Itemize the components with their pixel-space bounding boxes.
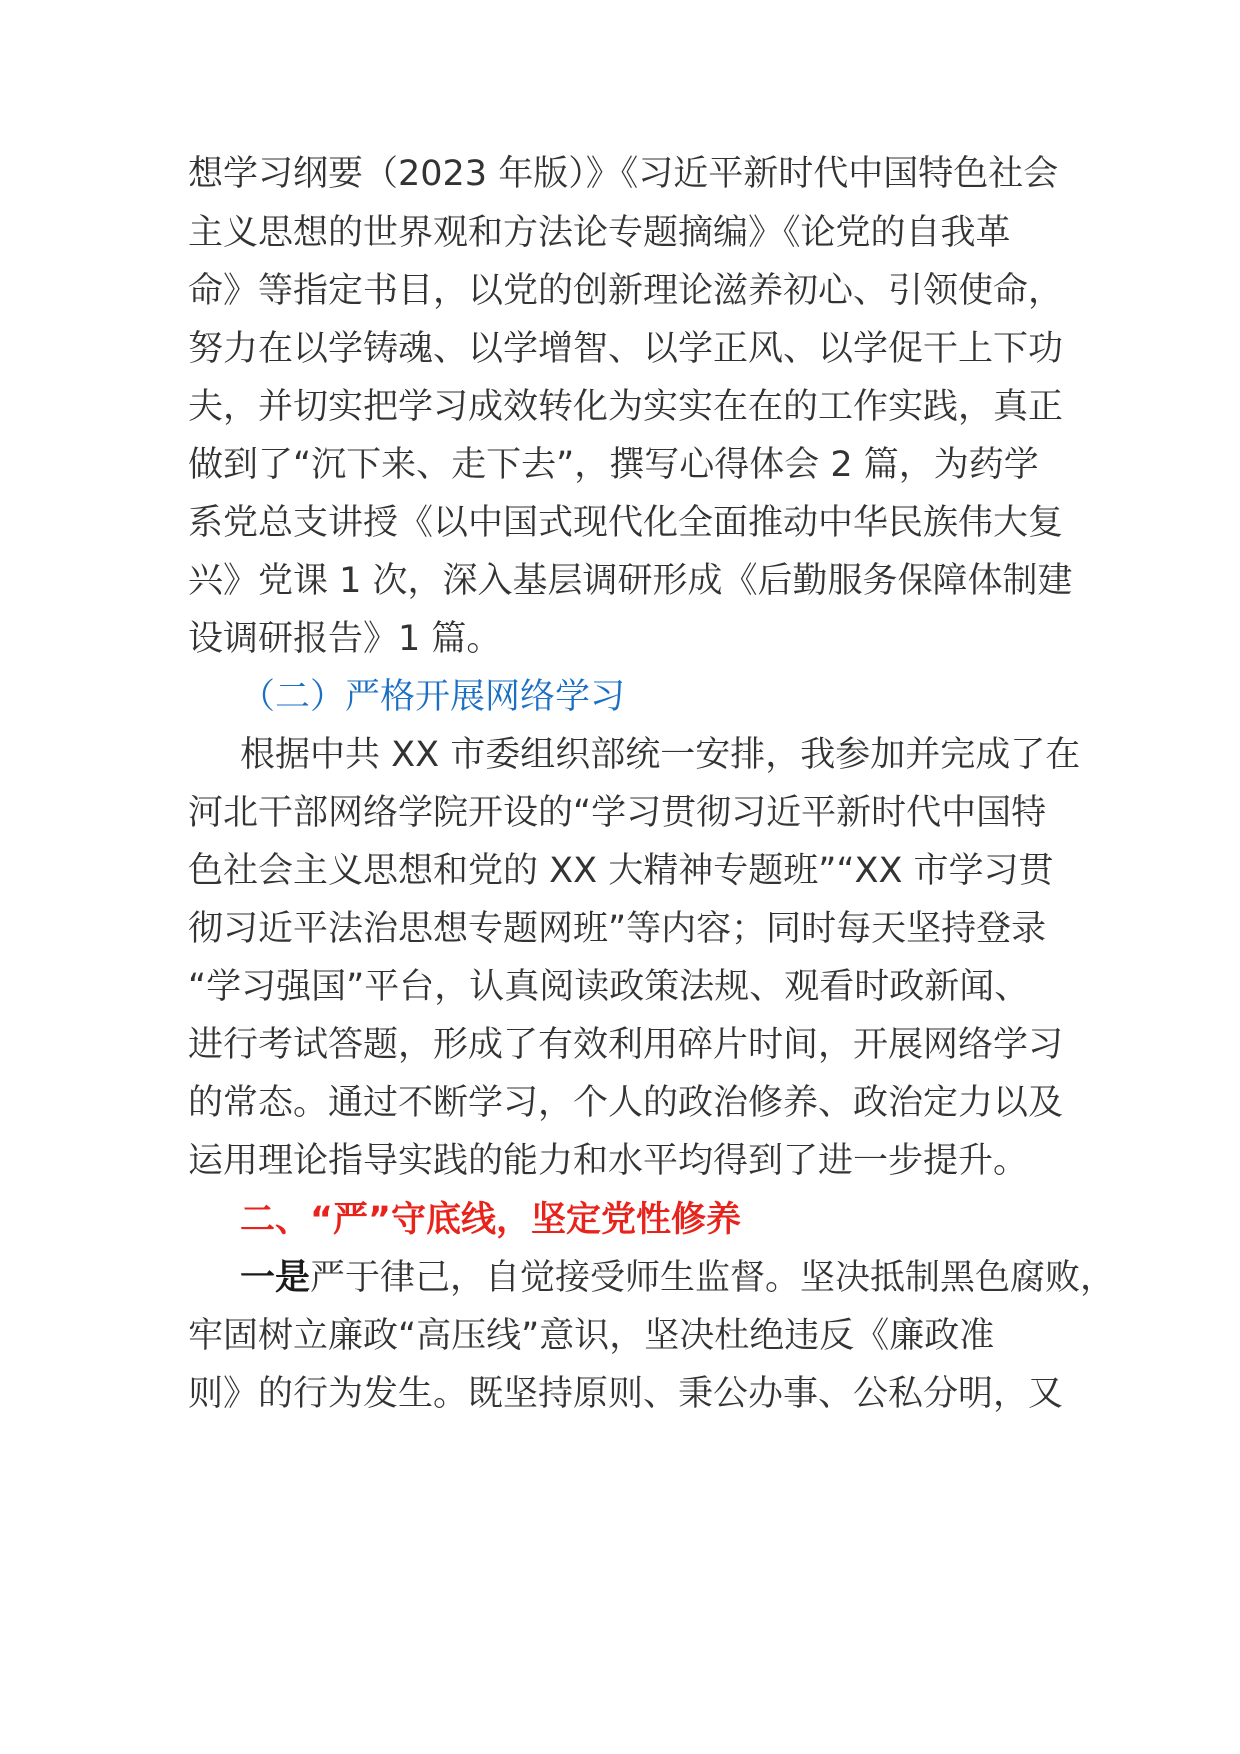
body-text-line: 牢固树立廉政“高压线”意识，坚决杜绝违反《廉政准: [188, 1316, 995, 1356]
body-text-line: 努力在以学铸魂、以学增智、以学正风、以学促干上下功: [188, 329, 1064, 369]
subheading-network-learning: （二）严格开展网络学习: [240, 677, 626, 717]
body-text-line: 运用理论指导实践的能力和水平均得到了进一步提升。: [188, 1141, 1029, 1181]
body-text-line: 主义思想的世界观和方法论专题摘编》《论党的自我革: [188, 213, 1011, 253]
lead-phrase: 一是: [240, 1258, 311, 1298]
section-heading-discipline: 二、“严”守底线，坚定党性修养: [240, 1200, 742, 1240]
body-text-line: 的常态。通过不断学习，个人的政治修养、政治定力以及: [188, 1083, 1064, 1123]
body-text-line: 兴》党课 1 次，深入基层调研形成《后勤服务保障体制建: [188, 561, 1073, 601]
body-text-line: [240, 1255, 1115, 1301]
body-text-line: 进行考试答题，形成了有效利用碎片时间，开展网络学习: [188, 1025, 1064, 1065]
body-text-line: 想学习纲要（2023 年版）》《习近平新时代中国特色社会: [188, 154, 1059, 194]
body-text-line: 设调研报告》1 篇。: [188, 619, 502, 659]
body-text-line: 系党总支讲授《以中国式现代化全面推动中华民族伟大复: [188, 503, 1064, 543]
body-text-line: “学习强国”平台，认真阅读政策法规、观看时政新闻、: [188, 967, 1030, 1007]
body-text-line: 则》的行为发生。既坚持原则、秉公办事、公私分明，又: [188, 1374, 1064, 1414]
body-text-line: 根据中共 XX 市委组织部统一安排，我参加并完成了在: [240, 735, 1081, 775]
body-text-line: 彻习近平法治思想专题网班”等内容；同时每天坚持登录: [188, 909, 1047, 949]
body-text-line: 河北干部网络学院开设的“学习贯彻习近平新时代中国特: [188, 793, 1047, 833]
body-text-line: 夫，并切实把学习成效转化为实实在在的工作实践，真正: [188, 387, 1064, 427]
body-text-line: 色社会主义思想和党的 XX 大精神专题班”“XX 市学习贯: [188, 851, 1054, 891]
body-text-line: 命》等指定书目，以党的创新理论滋养初心、引领使命，: [188, 271, 1064, 311]
body-text-line: 做到了“沉下来、走下去”，撰写心得体会 2 篇，为药学: [188, 445, 1039, 485]
body-text-span: 严于律己，自觉接受师生监督。坚决抵制黑色腐败，: [310, 1258, 1116, 1298]
